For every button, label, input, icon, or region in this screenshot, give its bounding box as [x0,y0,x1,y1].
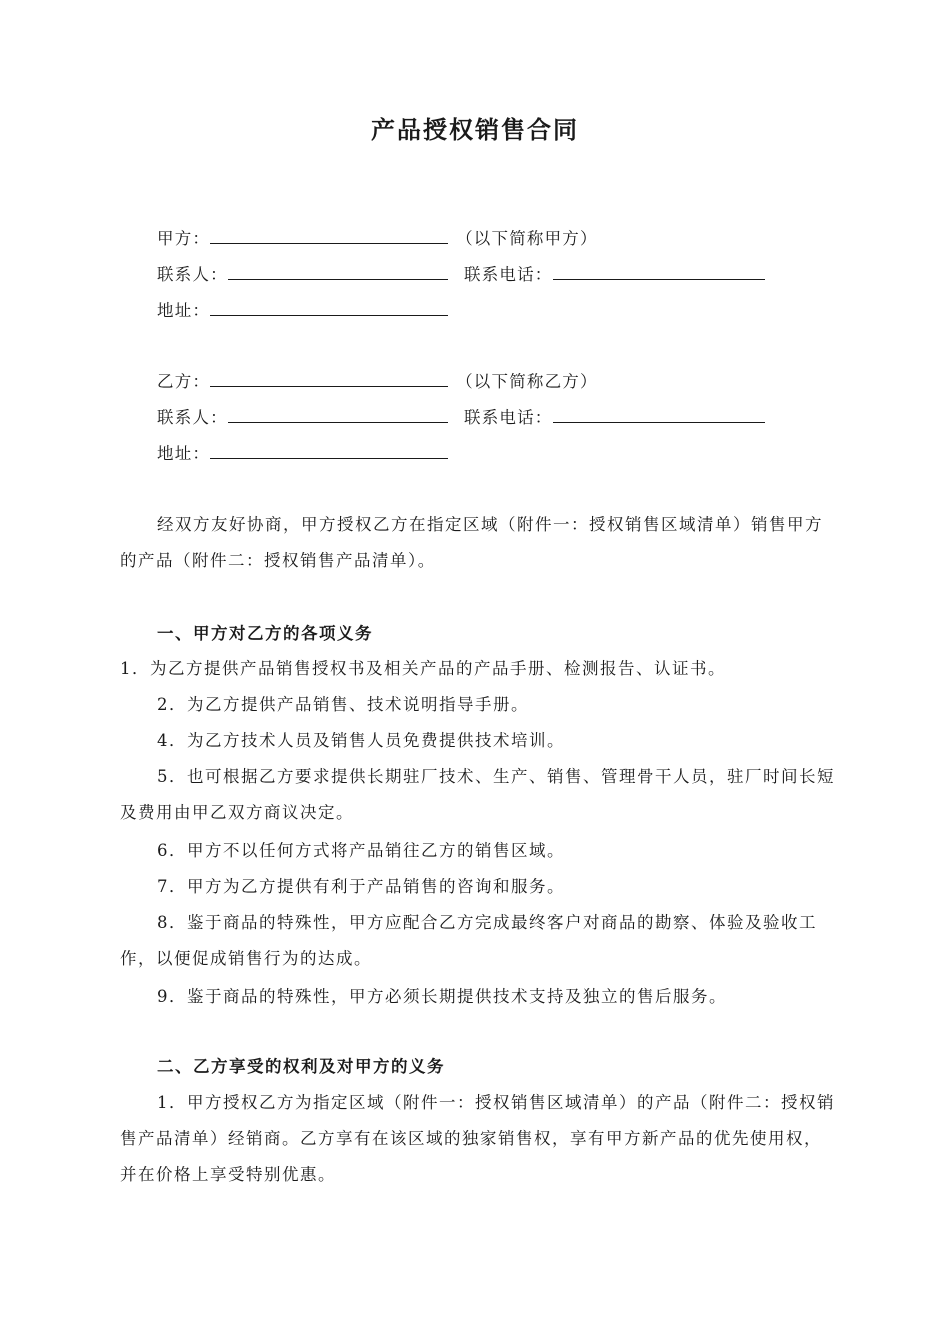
section-1-item: 2．为乙方提供产品销售、技术说明指导手册。 [157,695,529,714]
party-b-name-blank [210,370,448,387]
party-b-contact-row [157,406,777,430]
section-1-item: 4．为乙方技术人员及销售人员免费提供技术培训。 [157,731,565,750]
party-b-name-suffix: （以下简称乙方） [456,372,598,391]
party-a-phone-label: 联系电话： [464,265,553,284]
section-1-item: 1．为乙方提供产品销售授权书及相关产品的产品手册、检测报告、认证书。 [120,659,726,678]
party-b-address-label: 地址： [157,444,211,463]
section-1-item: 6．甲方不以任何方式将产品销往乙方的销售区域。 [157,841,565,860]
party-a-address-blank [210,299,448,316]
party-a-name-blank [210,227,448,244]
party-a-contact-row [157,263,777,287]
party-a-address-label: 地址： [157,301,211,320]
party-a-phone-blank [553,263,765,280]
party-b-address-row [157,442,448,466]
section-1-item: 7．甲方为乙方提供有利于产品销售的咨询和服务。 [157,877,565,896]
party-a-name-suffix: （以下简称甲方） [456,229,598,248]
party-b-contact-label: 联系人： [157,408,228,427]
party-b-address-blank [210,442,448,459]
party-b-phone-blank [553,406,765,423]
party-a-name-row [157,227,598,251]
section-1-item: 8．鉴于商品的特殊性，甲方应配合乙方完成最终客户对商品的勘察、体验及验收工作，以便促成销售行为的达成。 [120,913,817,968]
section-1-item: 5．也可根据乙方要求提供长期驻厂技术、生产、销售、管理骨干人员，驻厂时间长短及费用由甲乙双方商议决定。 [120,767,835,822]
section-2-item: 1．甲方授权乙方为指定区域（附件一：授权销售区域清单）的产品（附件二：授权销售产品清单）经销商。乙方享有在该区域的独家销售权，享有甲方新产品的优先使用权，并在价格上享受特别优惠。 [120,1093,835,1184]
party-b-phone-label: 联系电话： [464,408,553,427]
party-b-name-label: 乙方： [157,372,211,391]
section-1-item: 9．鉴于商品的特殊性，甲方必须长期提供技术支持及独立的售后服务。 [157,987,727,1006]
section-2-heading: 二、乙方享受的权利及对甲方的义务 [157,1057,445,1076]
party-a-contact-label: 联系人： [157,265,228,284]
party-a-address-row [157,299,448,323]
document-title: 产品授权销售合同 [371,115,579,144]
intro-paragraph: 经双方友好协商，甲方授权乙方在指定区域（附件一：授权销售区域清单）销售甲方的产品（附件二：授权销售产品清单）。 [120,515,823,570]
section-1-heading: 一、甲方对乙方的各项义务 [157,624,373,643]
party-b-name-row [157,370,598,394]
party-b-contact-blank [228,406,448,423]
party-a-contact-blank [228,263,448,280]
party-a-name-label: 甲方： [157,229,211,248]
